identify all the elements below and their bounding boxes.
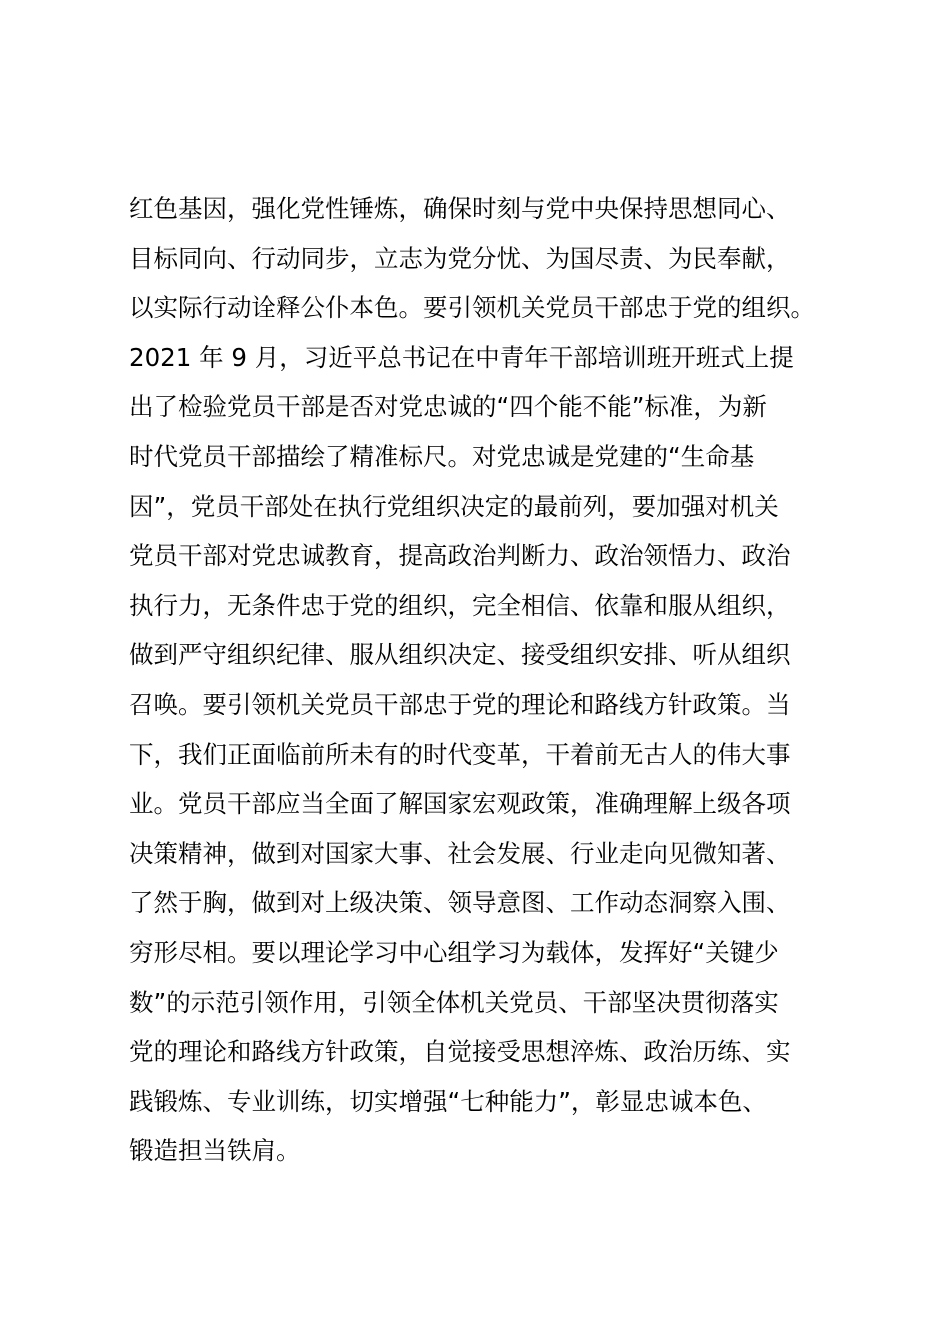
text-line-13: 业。党员干部应当全面了解国家宏观政策，准确理解上级各项 [129,789,791,819]
text-line-15: 了然于胸，做到对上级决策、领导意图、工作动态洞察入围、 [129,888,791,918]
text-line-11: 召唤。要引领机关党员干部忠于党的理论和路线方针政策。当 [129,689,791,719]
text-line-16: 穷形尽相。要以理论学习中心组学习为载体，发挥好“关键少 [129,937,779,967]
text-line-4: 2021 年 9 月，习近平总书记在中青年干部培训班开班式上提 [129,342,794,372]
text-line-8: 党员干部对党忠诚教育，提高政治判断力、政治领悟力、政治 [129,541,791,571]
text-line-14: 决策精神，做到对国家大事、社会发展、行业走向见微知著、 [129,838,791,868]
text-line-10: 做到严守组织纪律、服从组织决定、接受组织安排、听从组织 [129,640,791,670]
text-line-3: 以实际行动诠释公仆本色。要引领机关党员干部忠于党的组织。 [129,293,815,323]
text-line-19: 践锻炼、专业训练，切实增强“七种能力”，彰显忠诚本色、 [129,1086,767,1116]
text-line-7: 因”，党员干部处在执行党组织决定的最前列，要加强对机关 [129,491,779,521]
text-line-1: 红色基因，强化党性锤炼，确保时刻与党中央保持思想同心、 [129,194,791,223]
text-line-18: 党的理论和路线方针政策，自觉接受思想淬炼、政治历练、实 [129,1037,791,1067]
text-line-20: 锻造担当铁肩。 [129,1136,301,1166]
text-line-5: 出了检验党员干部是否对党忠诚的“四个能不能”标准，为新 [129,392,767,422]
body-paragraph [129,184,859,1176]
text-line-12: 下，我们正面临前所未有的时代变革，干着前无古人的伟大事 [129,739,791,769]
text-line-17: 数”的示范引领作用，引领全体机关党员、干部坚决贯彻落实 [129,987,779,1017]
text-line-9: 执行力，无条件忠于党的组织，完全相信、依靠和服从组织， [129,590,791,620]
text-line-6: 时代党员干部描绘了精准标尺。对党忠诚是党建的“生命基 [129,441,755,471]
text-line-2: 目标同向、行动同步，立志为党分忧、为国尽责、为民奉献， [129,243,791,273]
